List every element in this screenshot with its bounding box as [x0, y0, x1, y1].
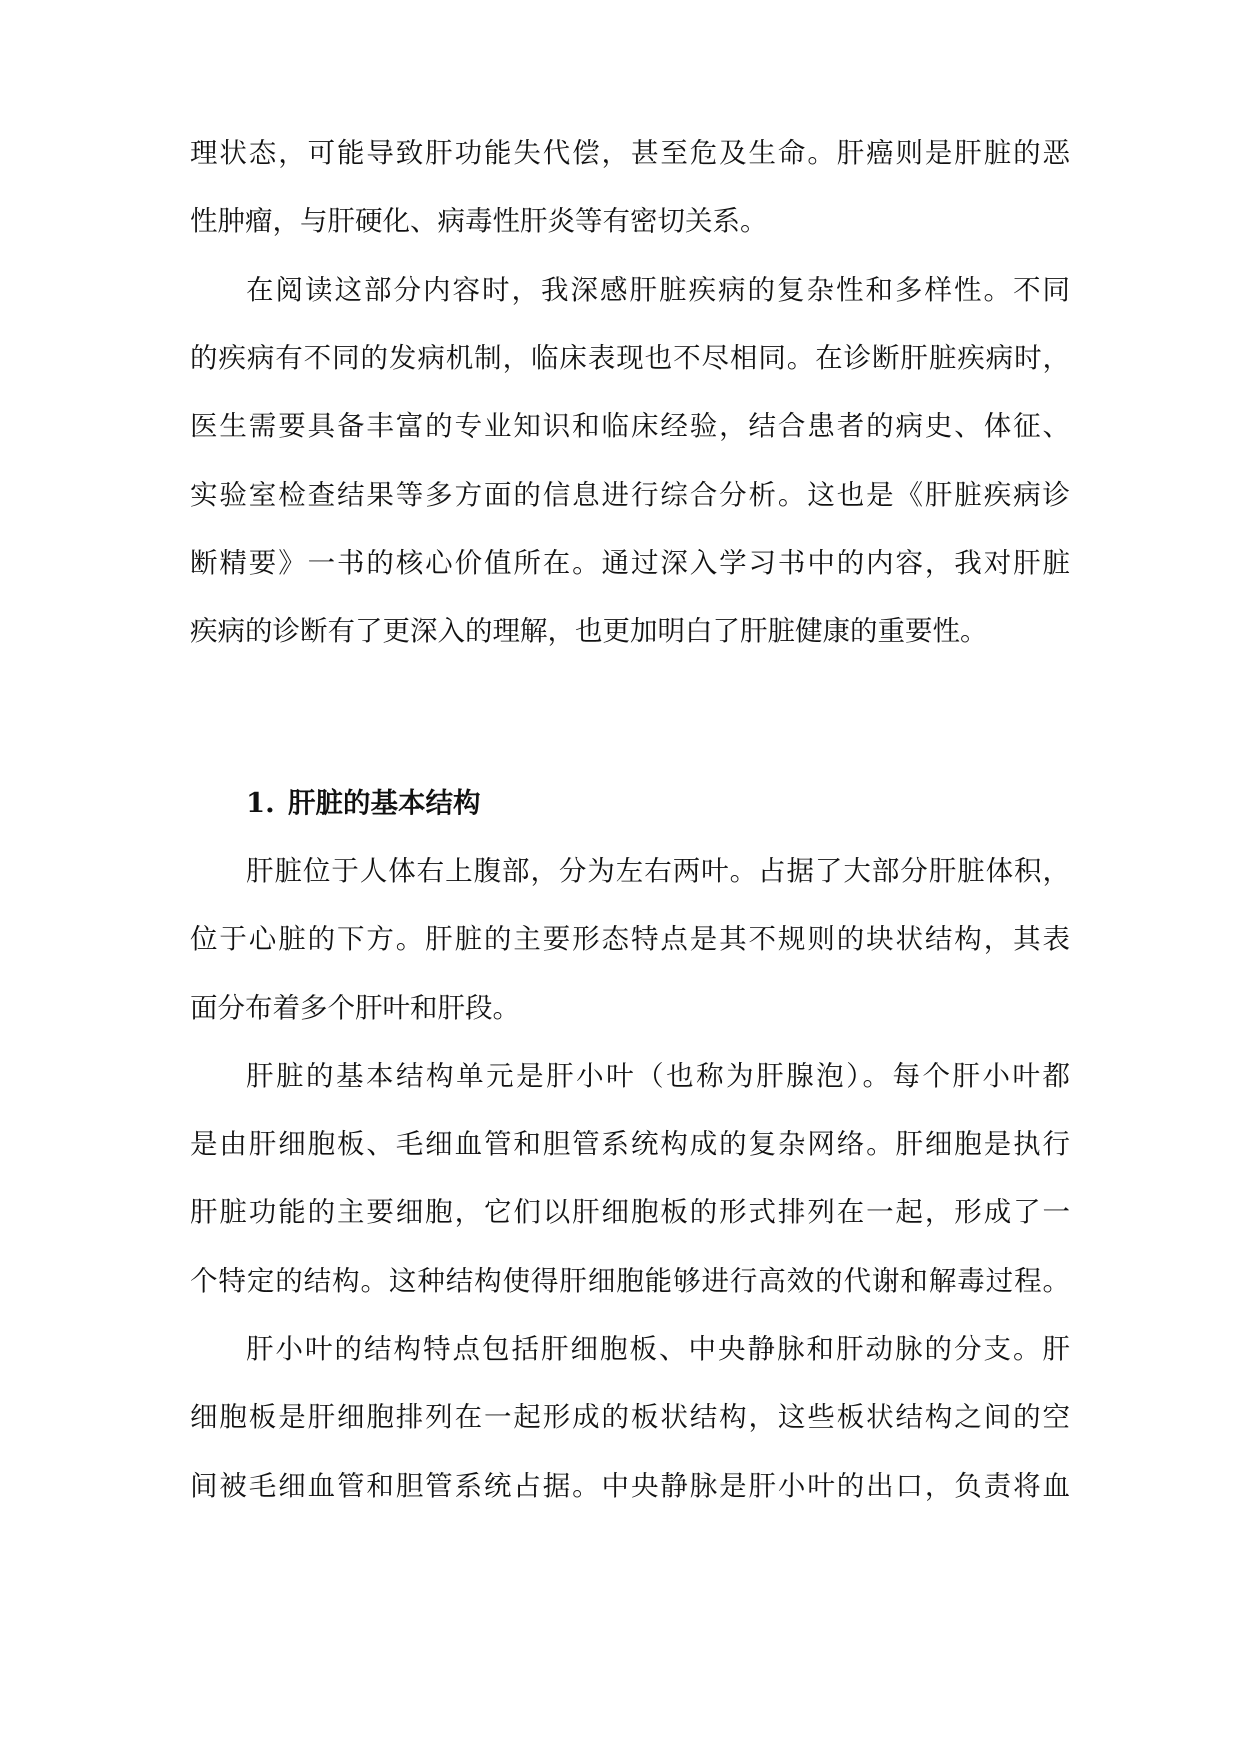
- text-line: 位于心脏的下方。肝脏的主要形态特点是其不规则的块状结构，其表: [190, 923, 1070, 955]
- text-line: 细胞板是肝细胞排列在一起形成的板状结构，这些板状结构之间的空: [190, 1401, 1070, 1433]
- text-line: 实验室检查结果等多方面的信息进行综合分析。这也是《肝脏疾病诊: [190, 479, 1070, 511]
- text-line: 性肿瘤，与肝硬化、病毒性肝炎等有密切关系。: [190, 205, 768, 237]
- text-line: 肝脏位于人体右上腹部，分为左右两叶。占据了大部分肝脏体积，: [246, 855, 1070, 887]
- text-line: 是由肝细胞板、毛细血管和胆管系统构成的复杂网络。肝细胞是执行: [190, 1128, 1070, 1160]
- text-line: 个特定的结构。这种结构使得肝细胞能够进行高效的代谢和解毒过程。: [190, 1265, 1070, 1297]
- text-line: 疾病的诊断有了更深入的理解，也更加明白了肝脏健康的重要性。: [190, 615, 988, 647]
- text-line: 肝脏的基本结构单元是肝小叶（也称为肝腺泡）。每个肝小叶都: [246, 1060, 1070, 1092]
- text-line: 在阅读这部分内容时，我深感肝脏疾病的复杂性和多样性。不同: [246, 274, 1070, 306]
- text-line: 肝小叶的结构特点包括肝细胞板、中央静脉和肝动脉的分支。肝: [246, 1333, 1070, 1365]
- text-line: 医生需要具备丰富的专业知识和临床经验，结合患者的病史、体征、: [190, 410, 1070, 442]
- text-line: 面分布着多个肝叶和肝段。: [190, 992, 520, 1024]
- text-line: 理状态，可能导致肝功能失代偿，甚至危及生命。肝癌则是肝脏的恶: [190, 137, 1070, 169]
- section-heading: [246, 783, 481, 823]
- text-line: 肝脏功能的主要细胞，它们以肝细胞板的形式排列在一起，形成了一: [190, 1196, 1070, 1228]
- section-title: 肝脏的基本结构: [288, 787, 481, 819]
- text-line: 断精要》一书的核心价值所在。通过深入学习书中的内容，我对肝脏: [190, 547, 1070, 579]
- text-line: 的疾病有不同的发病机制，临床表现也不尽相同。在诊断肝脏疾病时，: [190, 342, 1070, 374]
- section-number: 1.: [246, 787, 275, 819]
- text-line: 间被毛细血管和胆管系统占据。中央静脉是肝小叶的出口，负责将血: [190, 1470, 1070, 1502]
